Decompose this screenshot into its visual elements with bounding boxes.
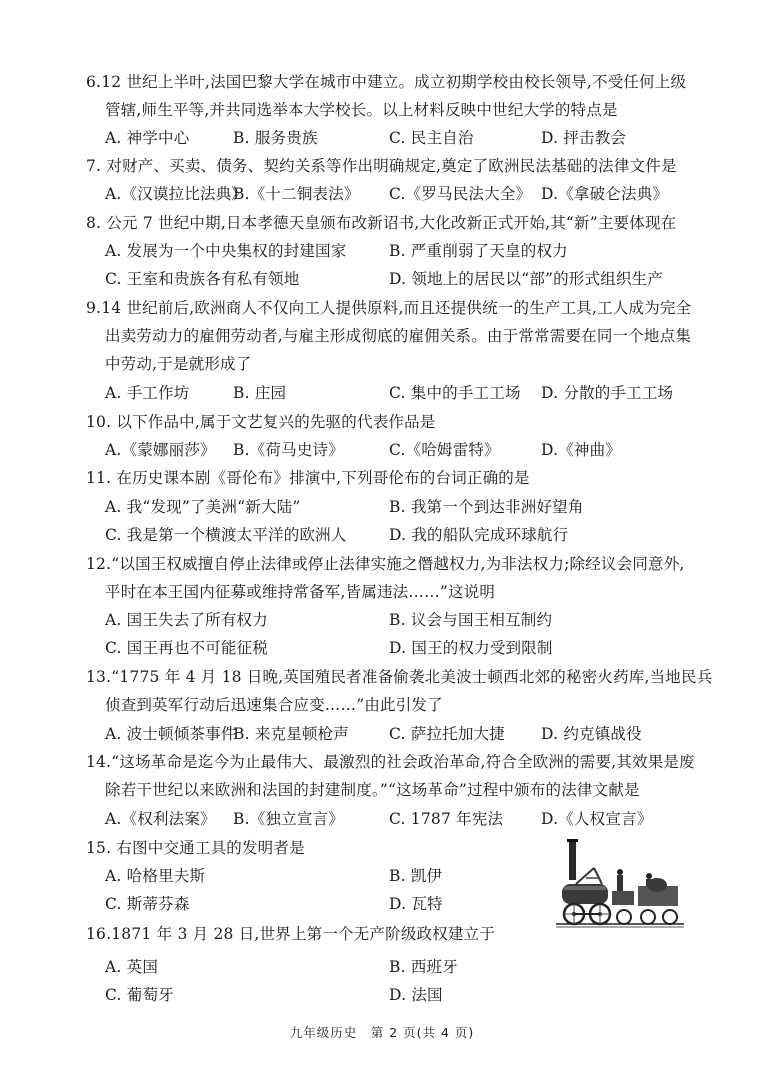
question-14-option-a: A.《权利法案》: [105, 810, 216, 828]
question-12-option-a: A. 国王失去了所有权力: [105, 611, 268, 629]
question-15-option-d: D. 瓦特: [389, 895, 443, 913]
steam-locomotive-icon: [556, 838, 684, 930]
question-6-option-c: C. 民主自治: [389, 129, 474, 147]
question-6-line-2: 管辖,师生平等,并共同选举本大学校长。以上材料反映中世纪大学的特点是: [105, 101, 618, 119]
question-9-line-3: 中劳动,于是就形成了: [105, 355, 252, 373]
question-12-line-1: 12.“以国王权威擅自停止法律或停止法律实施之僭越权力,为非法权力;除经议会同意外,: [86, 555, 685, 573]
question-6-line-1: 6.12 世纪上半叶,法国巴黎大学在城市中建立。成立初期学校由校长领导,不受任何上级: [86, 73, 687, 91]
question-8-line-1: 8. 公元 7 世纪中期,日本孝德天皇颁布改新诏书,大化改新正式开始,其“新”主要体现在: [86, 214, 677, 232]
question-8-option-a: A. 发展为一个中央集权的封建国家: [105, 242, 347, 260]
question-13-option-a: A. 波士顿倾茶事件: [105, 725, 237, 743]
question-9-option-a: A. 手工作坊: [105, 384, 190, 402]
question-16-line-1: 16.1871 年 3 月 28 日,世界上第一个无产阶级政权建立于: [86, 925, 496, 943]
question-8-option-c: C. 王室和贵族各有私有领地: [105, 270, 300, 288]
question-9-option-b: B. 庄园: [233, 384, 287, 402]
question-15-option-c: C. 斯蒂芬森: [105, 895, 190, 913]
question-16-option-c: C. 葡萄牙: [105, 986, 174, 1004]
question-9-option-c: C. 集中的手工工场: [389, 384, 521, 402]
question-14-option-b: B.《独立宣言》: [233, 810, 344, 828]
question-12-option-c: C. 国王再也不可能征税: [105, 639, 269, 657]
question-9-line-2: 出卖劳动力的雇佣劳动者,与雇主形成彻底的雇佣关系。由于常常需要在同一个地点集: [105, 327, 692, 345]
question-6-option-a: A. 神学中心: [105, 129, 190, 147]
question-15-line-1: 15. 右图中交通工具的发明者是: [86, 839, 305, 857]
question-10-option-a: A.《蒙娜丽莎》: [105, 441, 216, 459]
question-11-option-d: D. 我的船队完成环球航行: [389, 526, 569, 544]
question-10-option-d: D.《神曲》: [541, 441, 622, 459]
question-13-line-1: 13.“1775 年 4 月 18 日晚,英国殖民者准备偷袭北美波士顿西北郊的秘密火药库,当地民兵: [86, 668, 713, 686]
question-8-option-d: D. 领地上的居民以“部”的形式组织生产: [389, 270, 664, 288]
question-10-option-c: C.《哈姆雷特》: [389, 441, 500, 459]
question-13-option-c: C. 萨拉托加大捷: [389, 725, 505, 743]
question-11-line-1: 11. 在历史课本剧《哥伦布》排演中,下列哥伦布的台词正确的是: [86, 469, 530, 487]
question-13-option-b: B. 来克星顿枪声: [233, 725, 350, 743]
question-11-option-b: B. 我第一个到达非洲好望角: [389, 498, 584, 516]
question-16-option-a: A. 英国: [105, 958, 159, 976]
question-15-option-b: B. 凯伊: [389, 867, 443, 885]
question-10-option-b: B.《荷马史诗》: [233, 441, 344, 459]
question-7-option-b: B.《十二铜表法》: [233, 185, 360, 203]
question-9-option-d: D. 分散的手工工场: [541, 384, 674, 402]
question-12-option-b: B. 议会与国王相互制约: [389, 611, 553, 629]
question-7-option-d: D.《拿破仑法典》: [541, 185, 669, 203]
question-6-option-d: D. 抨击教会: [541, 129, 627, 147]
question-14-option-c: C. 1787 年宪法: [389, 810, 504, 828]
question-14-option-d: D.《人权宣言》: [541, 810, 653, 828]
question-15-option-a: A. 哈格里夫斯: [105, 867, 206, 885]
question-10-line-1: 10. 以下作品中,属于文艺复兴的先驱的代表作品是: [86, 413, 436, 431]
question-9-line-1: 9.14 世纪前后,欧洲商人不仅向工人提供原料,而且还提供统一的生产工具,工人成为完全: [86, 299, 692, 317]
question-12-option-d: D. 国王的权力受到限制: [389, 639, 553, 657]
question-13-option-d: D. 约克镇战役: [541, 725, 642, 743]
question-12-line-2: 平时在本王国内征募或维持常备军,皆属违法……”这说明: [105, 583, 496, 601]
question-6-option-b: B. 服务贵族: [233, 129, 318, 147]
question-11-option-a: A. 我“发现”了美洲“新大陆”: [105, 498, 301, 516]
question-7-option-c: C.《罗马民法大全》: [389, 185, 532, 203]
question-11-option-c: C. 我是第一个横渡太平洋的欧洲人: [105, 526, 347, 544]
question-8-option-b: B. 严重削弱了天皇的权力: [389, 242, 568, 260]
page-footer: 九年级历史 第 2 页(共 4 页): [289, 1025, 475, 1040]
question-14-line-2: 除若干世纪以来欧洲和法国的封建制度。”“这场革命”过程中颁布的法律文献是: [105, 781, 640, 799]
question-7-option-a: A.《汉谟拉比法典》: [105, 185, 248, 203]
question-16-option-d: D. 法国: [389, 986, 443, 1004]
question-16-option-b: B. 西班牙: [389, 958, 458, 976]
question-13-line-2: 侦查到英军行动后迅速集合应变……”由此引发了: [105, 696, 443, 714]
question-7-line-1: 7. 对财产、买卖、债务、契约关系等作出明确规定,奠定了欧洲民法基础的法律文件是: [86, 157, 677, 175]
question-14-line-1: 14.“这场革命是迄今为止最伟大、最激烈的社会政治革命,符合全欧洲的需要,其效果是废: [86, 753, 695, 771]
